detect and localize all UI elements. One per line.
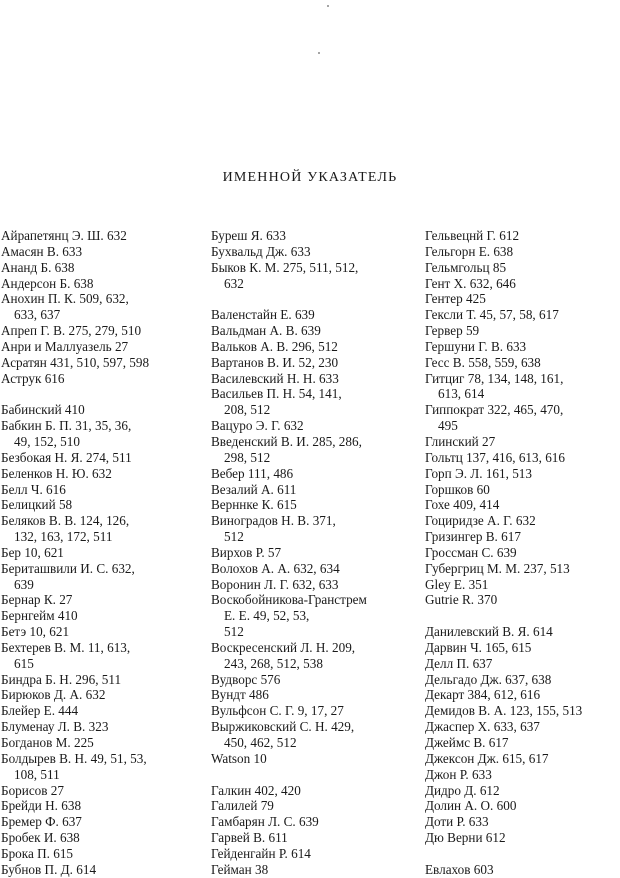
index-entry: Горшков 60 xyxy=(425,481,490,497)
index-entry-continuation: 298, 512 xyxy=(224,449,271,465)
index-entry: Губергриц М. М. 237, 513 xyxy=(425,560,570,576)
index-entry: Гент Х. 632, 646 xyxy=(425,275,516,291)
index-entry: Вирхов Р. 57 xyxy=(211,544,282,560)
index-entry: Gutrie R. 370 xyxy=(425,592,498,608)
index-entry: Выржиковский С. Н. 429, xyxy=(211,719,355,735)
index-entry: Гольтц 137, 416, 613, 616 xyxy=(425,449,565,465)
index-entry: Вебер 111, 486 xyxy=(211,465,294,481)
index-entry-continuation: 132, 163, 172, 511 xyxy=(14,529,113,545)
index-entry: Вальков А. В. 296, 512 xyxy=(211,338,338,354)
index-column-1 xyxy=(1,228,201,878)
index-entry: Вальдман А. В. 639 xyxy=(211,323,321,339)
index-entry: Беляков В. В. 124, 126, xyxy=(1,513,130,529)
index-entry: Гейман 38 xyxy=(211,861,269,877)
index-entry: Брейди Н. 638 xyxy=(1,798,82,814)
index-entry: Watson 10 xyxy=(211,750,267,766)
index-entry: Дарвин Ч. 165, 615 xyxy=(425,639,532,655)
index-entry: Gley E. 351 xyxy=(425,576,489,592)
index-entry: Горп Э. Л. 161, 513 xyxy=(425,465,532,481)
index-entry: Делл П. 637 xyxy=(425,655,493,671)
index-column-2 xyxy=(211,228,416,878)
index-entry: Бабкин Б. П. 31, 35, 36, xyxy=(1,418,132,434)
index-entry: Болдырев В. Н. 49, 51, 53, xyxy=(1,750,147,766)
index-entry: Гентер 425 xyxy=(425,291,486,307)
index-entry: Гесс В. 558, 559, 638 xyxy=(425,354,541,370)
index-entry: Бер 10, 621 xyxy=(1,544,64,560)
index-entry-continuation: 49, 152, 510 xyxy=(14,433,80,449)
index-entry: Джеймс В. 617 xyxy=(425,735,509,750)
index-entry-continuation: Е. Е. 49, 52, 53, xyxy=(224,608,310,624)
index-entry: Гиппократ 322, 465, 470, xyxy=(425,402,564,418)
index-entry: Гарвей В. 611 xyxy=(211,830,288,846)
index-entry: Бробек И. 638 xyxy=(1,830,80,846)
index-entry: Везалий А. 611 xyxy=(211,481,297,497)
letter-group-gap xyxy=(425,608,620,624)
index-entry: Волохов А. А. 632, 634 xyxy=(211,560,340,576)
index-entry: Гроссман С. 639 xyxy=(425,544,517,560)
index-entry: Бериташвили И. С. 632, xyxy=(1,560,135,576)
index-entry: Джексон Дж. 615, 617 xyxy=(425,750,549,766)
index-entry: Асратян 431, 510, 597, 598 xyxy=(1,354,150,370)
print-speck xyxy=(318,52,320,54)
index-entry: Брока П. 615 xyxy=(1,845,74,861)
index-entry: Бубнов П. Д. 614 xyxy=(1,861,97,877)
index-entry: Вудворс 576 xyxy=(211,671,281,687)
index-entry: Вундт 486 xyxy=(211,687,269,703)
index-entry: Гитциг 78, 134, 148, 161, xyxy=(425,370,564,386)
index-entry: Декарт 384, 612, 616 xyxy=(425,687,541,703)
letter-group-gap xyxy=(211,291,416,307)
index-entry: Дидро Д. 612 xyxy=(425,782,500,798)
index-entry-continuation: 639 xyxy=(14,576,34,592)
index-entry: Айрапетянц Э. Ш. 632 xyxy=(1,228,127,243)
index-entry: Бернар К. 27 xyxy=(1,592,73,608)
index-entry: Гельгорн Е. 638 xyxy=(425,243,514,259)
index-entry-continuation: 243, 268, 512, 538 xyxy=(224,655,323,671)
letter-group-gap xyxy=(211,767,416,783)
index-entry: Гамбарян Л. С. 639 xyxy=(211,814,319,830)
index-entry: Вартанов В. И. 52, 230 xyxy=(211,354,339,370)
index-entry: Введенский В. И. 285, 286, xyxy=(211,433,362,449)
letter-group-gap xyxy=(1,386,201,402)
index-entry: Безбокая Н. Я. 274, 511 xyxy=(1,449,132,465)
index-entry: Воскобойникова-Гранстрем xyxy=(211,592,367,608)
index-entry: Апреп Г. В. 275, 279, 510 xyxy=(1,323,142,339)
index-entry: Андерсон Б. 638 xyxy=(1,275,94,291)
index-entry: Джон Р. 633 xyxy=(425,766,492,782)
index-entry-continuation: 512 xyxy=(224,529,244,545)
index-entry: Виноградов Н. В. 371, xyxy=(211,513,336,529)
index-entry: Ананд Б. 638 xyxy=(1,259,75,275)
index-entry: Евлахов 603 xyxy=(425,861,494,877)
index-entry: Аструк 616 xyxy=(1,370,65,386)
index-entry: Вацуро Э. Г. 632 xyxy=(211,418,304,434)
index-entry: Белицкий 58 xyxy=(1,497,73,513)
index-entry: Амасян В. 633 xyxy=(1,243,83,259)
index-entry: Джаспер Х. 633, 637 xyxy=(425,719,540,735)
index-entry-continuation: 613, 614 xyxy=(438,386,485,402)
index-entry: Биндра Б. Н. 296, 511 xyxy=(1,671,122,687)
index-entry: Анри и Маллуазель 27 xyxy=(1,338,129,354)
index-entry: Блуменау Л. В. 323 xyxy=(1,719,109,735)
index-entry: Блейер Е. 444 xyxy=(1,703,79,719)
index-entry: Валенстайн Е. 639 xyxy=(211,307,315,323)
index-entry: Глинский 27 xyxy=(425,433,496,449)
index-entry: Воронин Л. Г. 632, 633 xyxy=(211,576,339,592)
index-entry: Дю Верни 612 xyxy=(425,830,506,846)
index-entry: Гервер 59 xyxy=(425,323,480,339)
index-entry: Гохе 409, 414 xyxy=(425,497,500,513)
index-entry: Анохин П. К. 509, 632, xyxy=(1,291,129,307)
index-entry: Бехтерев В. М. 11, 613, xyxy=(1,639,131,655)
index-entry: Белл Ч. 616 xyxy=(1,481,66,497)
index-entry: Демидов В. А. 123, 155, 513 xyxy=(425,703,583,719)
index-entry-continuation: 108, 511 xyxy=(14,766,60,782)
index-entry-continuation: 495 xyxy=(438,418,458,434)
index-entry: Бабинский 410 xyxy=(1,402,85,418)
index-entry-continuation: 615 xyxy=(14,655,34,671)
index-entry-continuation: 632 xyxy=(224,275,244,291)
index-entry: Гоциридзе А. Г. 632 xyxy=(425,513,536,529)
index-entry: Беленков Н. Ю. 632 xyxy=(1,465,112,481)
index-entry: Бирюков Д. А. 632 xyxy=(1,687,106,703)
print-speck xyxy=(327,5,329,7)
index-entry: Вульфсон С. Г. 9, 17, 27 xyxy=(211,703,344,719)
index-entry: Борисов 27 xyxy=(1,782,64,798)
index-entry: Гершуни Г. В. 633 xyxy=(425,338,527,354)
index-entry: Воскресенский Л. Н. 209, xyxy=(211,639,356,655)
index-entry: Доти Р. 633 xyxy=(425,814,489,830)
page-title: ИМЕННОЙ УКАЗАТЕЛЬ xyxy=(222,170,398,185)
index-entry: Бетэ 10, 621 xyxy=(1,624,70,640)
index-entry: Бремер Ф. 637 xyxy=(1,814,82,830)
index-entry: Бухвальд Дж. 633 xyxy=(211,243,311,259)
index-entry: Буреш Я. 633 xyxy=(211,228,286,243)
index-entry: Галилей 79 xyxy=(211,798,274,814)
index-entry-continuation: 633, 637 xyxy=(14,307,61,323)
index-entry: Галкин 402, 420 xyxy=(211,782,301,798)
index-entry-continuation: 450, 462, 512 xyxy=(224,735,297,750)
index-entry: Гексли Т. 45, 57, 58, 617 xyxy=(425,307,559,323)
index-entry: Васильев П. Н. 54, 141, xyxy=(211,386,342,402)
index-entry: Данилевский В. Я. 614 xyxy=(425,624,553,640)
index-entry-continuation: 512 xyxy=(224,624,244,640)
index-entry-continuation: 208, 512 xyxy=(224,402,271,418)
letter-group-gap xyxy=(425,846,620,862)
index-entry: Богданов М. 225 xyxy=(1,735,94,750)
index-entry: Гельвецнй Г. 612 xyxy=(425,228,520,243)
index-entry: Бернгейм 410 xyxy=(1,608,78,624)
index-column-3 xyxy=(425,228,620,878)
index-entry: Гельмгольц 85 xyxy=(425,259,507,275)
index-entry: Гейденгайн Р. 614 xyxy=(211,845,311,861)
index-entry: Гризингер В. 617 xyxy=(425,529,521,545)
index-entry: Верннке К. 615 xyxy=(211,497,297,513)
index-entry: Долин А. О. 600 xyxy=(425,798,517,814)
index-entry: Василевский Н. Н. 633 xyxy=(211,370,339,386)
index-entry: Дельгадо Дж. 637, 638 xyxy=(425,671,552,687)
index-entry: Быков К. М. 275, 511, 512, xyxy=(211,259,359,275)
